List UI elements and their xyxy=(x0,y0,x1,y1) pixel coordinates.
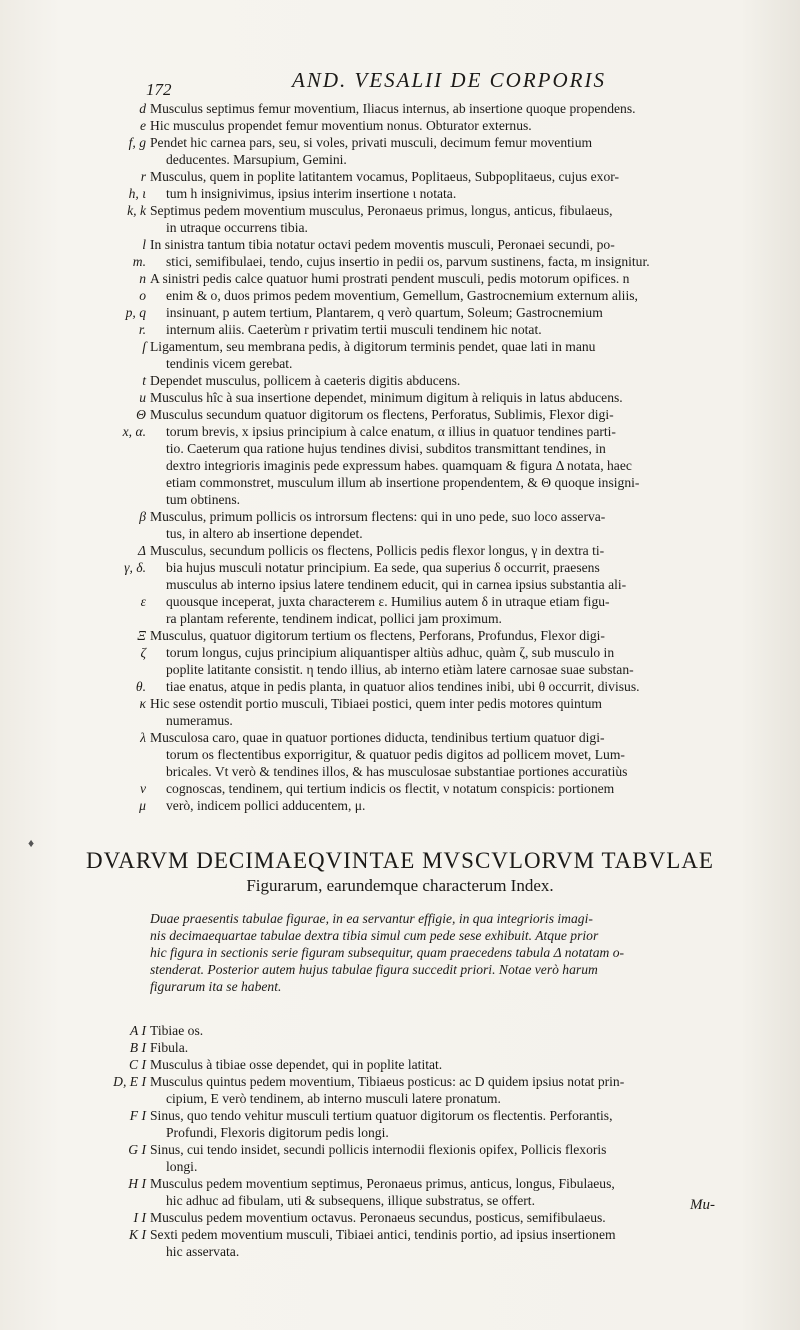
legend-text: torum brevis, x ipsius principium à calce enatum, α illius in quatuor tendines parti- xyxy=(166,424,616,439)
legend-row xyxy=(0,423,800,440)
legend-text: internum aliis. Caeterùm r privatim tertii musculi tendinem hic notat. xyxy=(166,322,542,337)
intro-line: Duae praesentis tabulae figurae, in ea servantur effigie, in qua integrioris imagi- xyxy=(150,911,593,926)
legend-text: Hic musculus propendet femur moventium nonus. Obturator externus. xyxy=(150,118,532,133)
legend-row xyxy=(0,559,800,576)
intro-paragraph xyxy=(150,910,718,995)
legend-text: Septimus pedem moventium musculus, Peronaeus primus, longus, anticus, fibulaeus, xyxy=(150,203,613,218)
legend-mark: κ xyxy=(139,696,146,711)
legend-row xyxy=(0,338,800,355)
legend-row xyxy=(0,627,800,644)
index-text: Musculus quintus pedem moventium, Tibiaeus posticus: ac D quidem ipsius notat prin- xyxy=(150,1074,625,1089)
index-mark: A I xyxy=(130,1023,146,1038)
legend-row xyxy=(0,797,800,814)
legend-mark: ſ xyxy=(142,339,146,354)
legend-text: cognoscas, tendinem, qui tertium indicis os flectit, ν notatum conspicis: portionem xyxy=(166,781,615,796)
section-subtitle: Figurarum, earundemque characterum Index. xyxy=(246,876,554,895)
legend-text: musculus ab interno ipsius latere tendinem educit, qui in carnea ipsius substantia ali- xyxy=(166,577,627,592)
legend-text: Musculus, quem in poplite latitantem vocamus, Poplitaeus, Subpoplitaeus, cujus exor- xyxy=(150,169,620,184)
legend-row xyxy=(0,491,800,508)
legend-mark: μ xyxy=(139,798,146,813)
index-text: Musculus pedem moventium septimus, Peronaeus primus, anticus, longus, Fibulaeus, xyxy=(150,1176,615,1191)
legend-row xyxy=(0,321,800,338)
index-row xyxy=(0,1107,800,1124)
legend-row xyxy=(0,457,800,474)
intro-line: figurarum ita se habent. xyxy=(150,979,282,994)
legend-text: tum h insignivimus, ipsius interim insertione ι notata. xyxy=(166,186,457,201)
catchword: Mu- xyxy=(690,1197,715,1213)
legend-row xyxy=(0,644,800,661)
legend-mark: o xyxy=(139,288,146,303)
legend-mark: γ, δ. xyxy=(124,560,146,575)
index-row xyxy=(0,1022,800,1039)
legend-text: Musculus, secundum pollicis os flectens, Pollicis pedis flexor longus, γ in dextra ti- xyxy=(150,543,605,558)
index-text: cipium, E verò tendinem, ab interno musculi latere pronatum. xyxy=(166,1091,501,1106)
legend-mark: l xyxy=(142,237,146,252)
page-number: 172 xyxy=(146,80,172,99)
index-row xyxy=(0,1226,800,1243)
legend-row xyxy=(0,304,800,321)
legend-mark: ν xyxy=(139,781,146,796)
legend-mark: λ xyxy=(140,730,146,745)
legend-row xyxy=(0,151,800,168)
index-mark: K I xyxy=(129,1227,146,1242)
legend-text: ra plantam referente, tendinem indicat, pollici jam proximum. xyxy=(166,611,502,626)
legend-row xyxy=(0,270,800,287)
legend-mark: k, k xyxy=(127,203,146,218)
legend-text: Musculus, quatuor digitorum tertium os flectens, Perforans, Profundus, Flexor digi- xyxy=(150,628,605,643)
legend-text: stici, semifibulaei, tendo, cujus insertio in pedii os, parvum sustinens, facta, m insignitur. xyxy=(166,254,650,269)
legend-row xyxy=(0,185,800,202)
legend-row xyxy=(0,100,800,117)
index-text: Fibula. xyxy=(150,1040,189,1055)
legend-text: Musculosa caro, quae in quatuor portiones diducta, tendinibus tertium quatuor digi- xyxy=(150,730,605,745)
legend-entries xyxy=(0,100,800,814)
legend-text: Pendet hic carnea pars, seu, si voles, privati musculi, decimum femur moventium xyxy=(150,135,593,150)
legend-text: bricales. Vt verò & tendines illos, & has musculosae substantiae portiones accuratiùs xyxy=(166,764,628,779)
index-mark: D, E I xyxy=(113,1074,146,1089)
legend-row xyxy=(0,440,800,457)
running-title: AND. VESALII DE CORPORIS xyxy=(292,68,606,92)
legend-text: dextro integrioris imaginis pede expressum habes. quamquam & figura Δ notata, haec xyxy=(166,458,632,473)
legend-text: numeramus. xyxy=(166,713,233,728)
legend-text: Musculus secundum quatuor digitorum os flectens, Perforatus, Sublimis, Flexor digi- xyxy=(150,407,614,422)
legend-mark: m. xyxy=(132,254,146,269)
legend-text: deducentes. Marsupium, Gemini. xyxy=(166,152,347,167)
margin-ornament: ♦ xyxy=(28,836,35,850)
index-row xyxy=(0,1073,800,1090)
index-row xyxy=(0,1141,800,1158)
legend-text: enim & o, duos primos pedem moventium, Gemellum, Gastrocnemium externum aliis, xyxy=(166,288,638,303)
legend-text: tendinis vicem gerebat. xyxy=(166,356,293,371)
index-row xyxy=(0,1056,800,1073)
legend-row xyxy=(0,219,800,236)
index-mark: G I xyxy=(128,1142,146,1157)
legend-row xyxy=(0,576,800,593)
legend-text: etiam commonstret, musculum illum ab insertione propendentem, & Θ quoque insigni- xyxy=(166,475,640,490)
legend-row xyxy=(0,168,800,185)
legend-text: tus, in altero ab insertione dependet. xyxy=(166,526,363,541)
legend-row xyxy=(0,202,800,219)
legend-mark: θ. xyxy=(135,679,146,694)
legend-text: tum obtinens. xyxy=(166,492,241,507)
legend-row xyxy=(0,355,800,372)
legend-text: quousque inceperat, juxta characterem ε. Humilius autem δ in utraque etiam figu- xyxy=(166,594,610,609)
index-text: Tibiae os. xyxy=(150,1023,204,1038)
legend-row xyxy=(0,746,800,763)
index-text: Sexti pedem moventium musculi, Tibiaei antici, tendinis portio, ad ipsius insertionem xyxy=(150,1227,616,1242)
legend-row xyxy=(0,593,800,610)
figure-index xyxy=(0,1022,800,1260)
legend-text: torum os flectentibus exporrigitur, & quatuor pedis digitos ad pollicem movet, Lum- xyxy=(166,747,625,762)
intro-line: nis decimaequartae tabulae dextra tibia simul cum pede sese exhibuit. Atque prior xyxy=(150,928,599,943)
legend-text: torum longus, cujus principium aliquantisper altiùs adhuc, quàm ζ, sub musculo in xyxy=(166,645,615,660)
legend-mark: h, ι xyxy=(128,186,146,201)
section-title: DVARVM DECIMAEQVINTAE MVSCVLORVM TABVLAE xyxy=(86,848,714,873)
index-row xyxy=(0,1192,800,1209)
legend-row xyxy=(0,763,800,780)
legend-text: in utraque occurrens tibia. xyxy=(166,220,308,235)
index-row xyxy=(0,1039,800,1056)
legend-row xyxy=(0,712,800,729)
legend-mark: r. xyxy=(138,322,146,337)
legend-row xyxy=(0,525,800,542)
legend-mark: t xyxy=(142,373,146,388)
legend-text: Musculus septimus femur moventium, Iliacus internus, ab insertione quoque propendens. xyxy=(150,101,636,116)
legend-row xyxy=(0,678,800,695)
legend-mark: p, q xyxy=(125,305,146,320)
index-text: Sinus, quo tendo vehitur musculi tertium quatuor digitorum os flectentis. Perforantis, xyxy=(150,1108,613,1123)
index-text: Musculus pedem moventium octavus. Peronaeus secundus, posticus, semifibulaeus. xyxy=(150,1210,606,1225)
legend-text: poplite latitante consistit. η tendo illius, ab interno etiàm latere carnosae suae substan- xyxy=(166,662,634,677)
legend-row xyxy=(0,117,800,134)
legend-row xyxy=(0,134,800,151)
legend-text: verò, indicem pollici adducentem, μ. xyxy=(166,798,366,813)
index-text: Musculus à tibiae osse dependet, qui in poplite latitat. xyxy=(150,1057,443,1072)
index-mark: F I xyxy=(129,1108,146,1123)
legend-mark: n xyxy=(139,271,146,286)
index-row xyxy=(0,1158,800,1175)
legend-row xyxy=(0,780,800,797)
legend-text: Dependet musculus, pollicem à caeteris digitis abducens. xyxy=(150,373,461,388)
legend-mark: Δ xyxy=(138,543,146,558)
legend-row xyxy=(0,508,800,525)
legend-row xyxy=(0,253,800,270)
legend-text: A sinistri pedis calce quatuor humi prostrati pendent musculi, pedis motorum opifices. n xyxy=(150,271,630,286)
legend-mark: Θ xyxy=(136,407,146,422)
legend-mark: Ξ xyxy=(137,628,146,643)
index-mark: C I xyxy=(129,1057,146,1072)
index-row xyxy=(0,1090,800,1107)
legend-row xyxy=(0,695,800,712)
legend-row xyxy=(0,542,800,559)
legend-mark: f, g xyxy=(128,135,146,150)
legend-row xyxy=(0,287,800,304)
legend-text: insinuant, p autem tertium, Plantarem, q verò quartum, Soleum; Gastrocnemium xyxy=(166,305,603,320)
legend-text: tio. Caeterum qua ratione hujus tendines divisi, subditos transmittant tendines, in xyxy=(166,441,606,456)
legend-mark: d xyxy=(139,101,146,116)
legend-mark: x, α. xyxy=(122,424,146,439)
index-mark: H I xyxy=(128,1176,146,1191)
intro-line: hic figura in sectionis serie figuram subsequitur, quam praecedens tabula Δ notatam o- xyxy=(150,945,625,960)
legend-row xyxy=(0,610,800,627)
legend-row xyxy=(0,474,800,491)
intro-line: stenderat. Posterior autem hujus tabulae figura succedit priori. Notae verò harum xyxy=(150,962,598,977)
legend-row xyxy=(0,729,800,746)
legend-text: Musculus, primum pollicis os introrsum flectens: qui in uno pede, suo loco asserva- xyxy=(150,509,606,524)
index-text: Sinus, cui tendo insidet, secundi pollicis internodii flexionis opifex, Pollicis flexoris xyxy=(150,1142,607,1157)
legend-text: Musculus hîc à sua insertione dependet, minimum digitum à reliquis in latus abducens. xyxy=(150,390,623,405)
index-mark: I I xyxy=(133,1210,146,1225)
legend-row xyxy=(0,372,800,389)
index-row xyxy=(0,1243,800,1260)
index-row xyxy=(0,1175,800,1192)
index-mark: B I xyxy=(129,1040,146,1055)
index-text: longi. xyxy=(166,1159,198,1174)
legend-row xyxy=(0,389,800,406)
index-row xyxy=(0,1124,800,1141)
legend-text: Hic sese ostendit portio musculi, Tibiaei postici, quem inter pedis motores quintum xyxy=(150,696,602,711)
legend-mark: ζ xyxy=(140,645,146,660)
index-row xyxy=(0,1209,800,1226)
legend-mark: r xyxy=(140,169,146,184)
legend-row xyxy=(0,406,800,423)
page-header xyxy=(0,68,800,98)
legend-text: bia hujus musculi notatur principium. Ea sede, qua superius δ occurrit, praesens xyxy=(166,560,600,575)
legend-mark: e xyxy=(139,118,146,133)
index-text: Profundi, Flexoris digitorum pedis longi. xyxy=(166,1125,389,1140)
legend-row xyxy=(0,236,800,253)
legend-text: Ligamentum, seu membrana pedis, à digitorum terminis pendet, quae lati in manu xyxy=(150,339,596,354)
legend-row xyxy=(0,661,800,678)
legend-mark: β xyxy=(139,509,146,524)
legend-text: tiae enatus, atque in pedis planta, in quatuor alios tendines inibi, ubi θ occurrit, divisus. xyxy=(166,679,640,694)
legend-mark: ε xyxy=(140,594,146,609)
index-text: hic asservata. xyxy=(166,1244,240,1259)
legend-text: In sinistra tantum tibia notatur octavi pedem moventis musculi, Peronaei secundi, po- xyxy=(150,237,615,252)
index-text: hic adhuc ad fibulam, uti & subsequens, illique substratus, se offert. xyxy=(166,1193,535,1208)
legend-mark: u xyxy=(139,390,146,405)
